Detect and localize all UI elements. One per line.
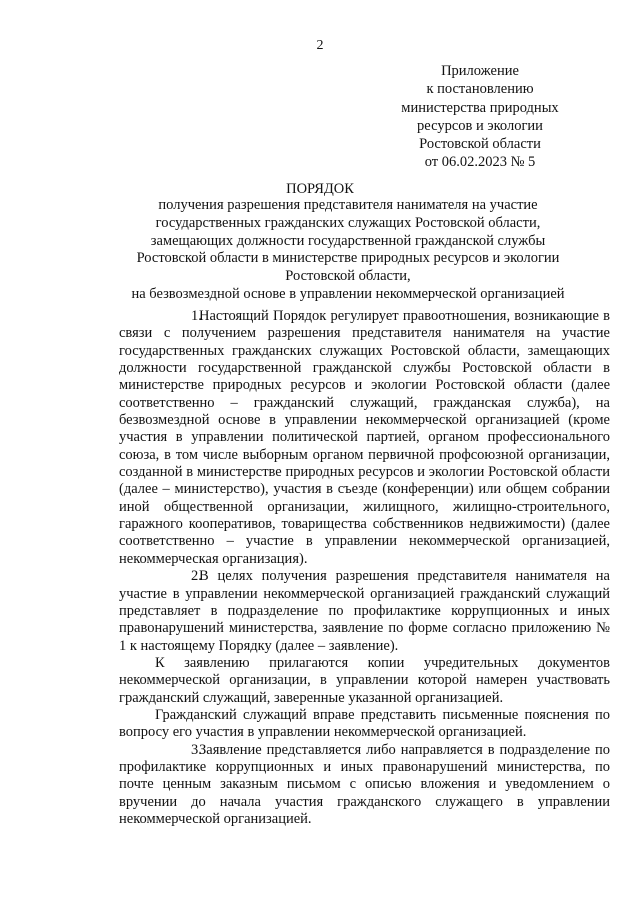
appendix-line: к постановлению	[426, 81, 534, 98]
paragraph-text: К заявлению прилагаются копии учредительных документов некоммерческой организации, в управлении которой намерен участвовать гражданский служащий, заверенные указанной организацией.	[119, 654, 610, 706]
subtitle-line: замещающих должности государственной гражданской службы	[150, 232, 546, 249]
appendix-line: Ростовской области	[419, 136, 541, 153]
paragraph-2	[119, 568, 610, 655]
subtitle-line: получения разрешения представителя нанимателя на участие	[158, 197, 538, 213]
paragraph-number: 1.	[191, 308, 202, 324]
subtitle-line: государственных гражданских служащих Ростовской области,	[155, 214, 541, 231]
paragraph-2-explanations	[119, 707, 610, 742]
paragraph-number: 3.	[191, 741, 202, 758]
appendix-line: ресурсов и экологии	[417, 117, 543, 134]
appendix-line: Приложение	[441, 63, 519, 79]
document-subtitle	[110, 197, 586, 304]
subtitle-line: Ростовской области,	[285, 268, 411, 285]
paragraph-text: В целях получения разрешения представителя нанимателя на участие в управлении некоммерческой организацией гражданский служащий представляет в подразделение по профилактике коррупционных и иных правонарушений министерства, заявление по форме согласно приложению № 1 к настоящему Порядку (далее – заявление).	[119, 568, 610, 654]
page-number: 2	[316, 38, 324, 53]
appendix-line: министерства природных	[401, 99, 559, 116]
document-title: ПОРЯДОК	[286, 181, 354, 197]
subtitle-line: Ростовской области в министерстве природных ресурсов и экологии	[136, 250, 560, 267]
paragraph-text: Заявление представляется либо направляется в подразделение по профилактике коррупционных и иных правонарушений министерства, по почте ценным заказным письмом с описью вложения и уведомлением о вручении до начала участия гражданского служащего в управлении некоммерческой организацией.	[119, 741, 610, 827]
appendix-header	[380, 62, 580, 172]
paragraph-1	[119, 308, 610, 568]
appendix-line: от 06.02.2023 № 5	[424, 154, 536, 171]
paragraph-2-attachments	[119, 655, 610, 707]
paragraph-3	[119, 742, 610, 829]
paragraph-number: 2.	[191, 568, 202, 585]
paragraph-text: Настоящий Порядок регулирует правоотношения, возникающие в связи с получением разрешения представителя нанимателя на участие государственных гражданских служащих Ростовской области, замещающих должности государственной гражданской службы Ростовской области в министерстве природных ресурсов и экологии Ростовской области (далее соответственно – гражданский служащий, гражданская служба), на безвозмездной основе в управлении некоммерческой организацией (кроме участия в управлении политической партией, органом профессионального союза, в том числе выборным органом первичной профсоюзной организации, созданной в министерстве природных ресурсов и экологии Ростовской области (далее – министерство), участия в съезде (конференции) или общем собрании иной общественной организации, жилищного, жилищно-строительного, гаражного кооперативов, товарищества собственников недвижимости) (далее соответственно – участие в управлении некоммерческой организацией, некоммерческая организация).	[119, 308, 610, 567]
subtitle-line: на безвозмездной основе в управлении некоммерческой организацией	[131, 285, 565, 302]
document-body	[119, 308, 610, 828]
paragraph-text: Гражданский служащий вправе представить письменные пояснения по вопросу его участия в управлении некоммерческой организацией.	[119, 706, 610, 741]
